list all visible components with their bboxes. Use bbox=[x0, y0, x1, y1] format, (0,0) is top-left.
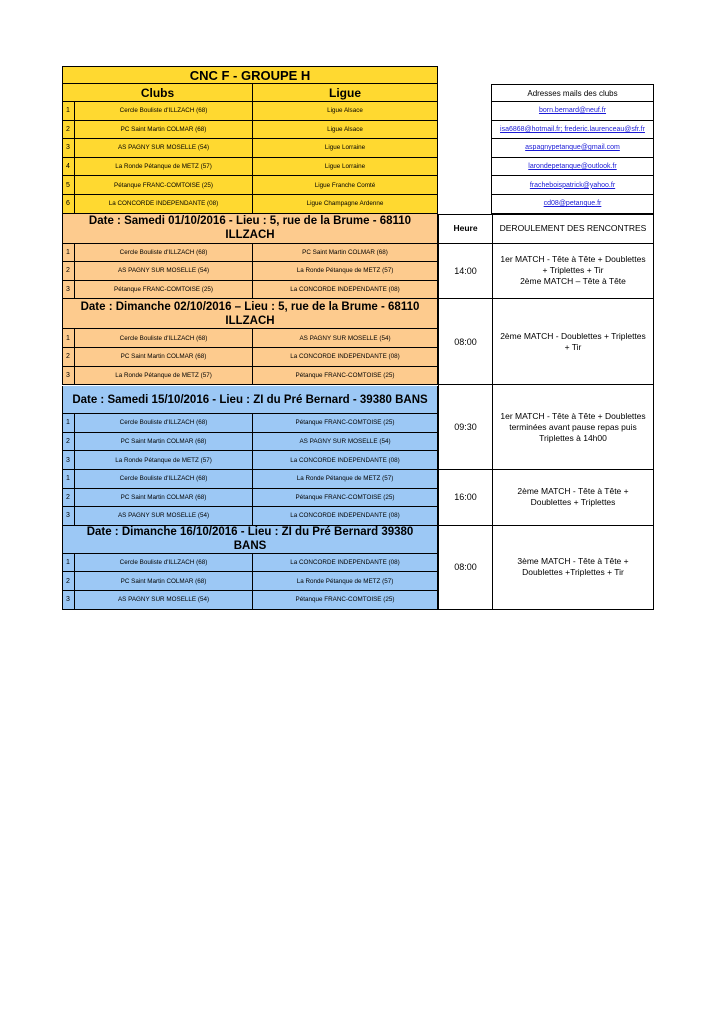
match-number: 1 bbox=[62, 329, 75, 348]
team-ligue: Ligue Alsace bbox=[253, 121, 438, 140]
clubs-column-header: Clubs bbox=[62, 84, 253, 102]
session-time: 16:00 bbox=[438, 470, 493, 526]
session-program: 1er MATCH - Tête à Tête + Doublettes terminées avant pause repas puis Triplettes à 14h00 bbox=[493, 385, 654, 470]
team-club: Cercle Bouliste d'ILLZACH (68) bbox=[75, 102, 253, 121]
club-email-link[interactable]: cd08@petanque.fr bbox=[491, 195, 654, 214]
match-team-a: La Ronde Pétanque de METZ (57) bbox=[75, 451, 253, 470]
match-team-b: Pétanque FRANC-COMTOISE (25) bbox=[253, 489, 438, 508]
session-time: 09:30 bbox=[438, 385, 493, 470]
match-team-a: PC Saint Martin COLMAR (68) bbox=[75, 572, 253, 591]
session-program: 3ème MATCH - Tête à Tête + Doublettes +Triplettes + Tir bbox=[493, 526, 654, 610]
match-team-a: Pétanque FRANC-COMTOISE (25) bbox=[75, 281, 253, 300]
match-team-b: AS PAGNY SUR MOSELLE (54) bbox=[253, 433, 438, 452]
team-number: 3 bbox=[62, 139, 75, 158]
team-club: La Ronde Pétanque de METZ (57) bbox=[75, 158, 253, 177]
club-email-link[interactable]: born.bernard@neuf.fr bbox=[491, 102, 654, 121]
date-header: Date : Samedi 01/10/2016 - Lieu : 5, rue de la Brume - 68110 ILLZACH bbox=[62, 214, 438, 244]
match-team-b: La CONCORDE INDEPENDANTE (08) bbox=[253, 348, 438, 367]
team-number: 6 bbox=[62, 195, 75, 214]
session-program: 2ème MATCH - Doublettes + Triplettes + Tir bbox=[493, 299, 654, 385]
match-team-b: AS PAGNY SUR MOSELLE (54) bbox=[253, 329, 438, 348]
team-ligue: Ligue Lorraine bbox=[253, 139, 438, 158]
team-club: PC Saint Martin COLMAR (68) bbox=[75, 121, 253, 140]
team-club: AS PAGNY SUR MOSELLE (54) bbox=[75, 139, 253, 158]
session-time: 08:00 bbox=[438, 526, 493, 610]
match-team-b: La CONCORDE INDEPENDANTE (08) bbox=[253, 451, 438, 470]
match-number: 1 bbox=[62, 414, 75, 433]
page-title: CNC F - GROUPE H bbox=[62, 66, 438, 84]
team-ligue: Ligue Alsace bbox=[253, 102, 438, 121]
match-team-b: La CONCORDE INDEPENDANTE (08) bbox=[253, 281, 438, 300]
deroulement-header: DEROULEMENT DES RENCONTRES bbox=[493, 214, 654, 244]
match-team-b: Pétanque FRANC-COMTOISE (25) bbox=[253, 414, 438, 433]
heure-header: Heure bbox=[438, 214, 493, 244]
match-number: 2 bbox=[62, 572, 75, 591]
match-number: 3 bbox=[62, 281, 75, 300]
session-time: 08:00 bbox=[438, 299, 493, 385]
match-number: 2 bbox=[62, 489, 75, 508]
match-number: 3 bbox=[62, 507, 75, 526]
match-team-a: AS PAGNY SUR MOSELLE (54) bbox=[75, 591, 253, 610]
match-team-b: La Ronde Pétanque de METZ (57) bbox=[253, 572, 438, 591]
match-team-b: La CONCORDE INDEPENDANTE (08) bbox=[253, 554, 438, 573]
ligue-column-header: Ligue bbox=[253, 84, 438, 102]
session-time: 14:00 bbox=[438, 244, 493, 300]
match-team-b: La Ronde Pétanque de METZ (57) bbox=[253, 470, 438, 489]
team-number: 5 bbox=[62, 176, 75, 195]
match-team-b: Pétanque FRANC-COMTOISE (25) bbox=[253, 367, 438, 386]
date-header: Date : Samedi 15/10/2016 - Lieu : ZI du Pré Bernard - 39380 BANS bbox=[62, 386, 438, 414]
team-ligue: Ligue Champagne Ardenne bbox=[253, 195, 438, 214]
match-team-a: PC Saint Martin COLMAR (68) bbox=[75, 433, 253, 452]
mails-header: Adresses mails des clubs bbox=[491, 84, 654, 102]
match-team-a: Cercle Bouliste d'ILLZACH (68) bbox=[75, 414, 253, 433]
match-team-a: PC Saint Martin COLMAR (68) bbox=[75, 489, 253, 508]
match-team-a: AS PAGNY SUR MOSELLE (54) bbox=[75, 507, 253, 526]
divider bbox=[438, 214, 654, 215]
match-number: 1 bbox=[62, 470, 75, 489]
match-team-a: Cercle Bouliste d'ILLZACH (68) bbox=[75, 244, 253, 263]
team-number: 4 bbox=[62, 158, 75, 177]
team-number: 2 bbox=[62, 121, 75, 140]
club-email-link[interactable]: larondepetanque@outlook.fr bbox=[491, 158, 654, 177]
match-team-a: AS PAGNY SUR MOSELLE (54) bbox=[75, 262, 253, 281]
club-email-link[interactable]: isa6868@hotmail.fr; frederic.laurenceau@sfr.fr bbox=[491, 121, 654, 140]
team-club: Pétanque FRANC-COMTOISE (25) bbox=[75, 176, 253, 195]
date-header: Date : Dimanche 02/10/2016 – Lieu : 5, rue de la Brume - 68110 ILLZACH bbox=[62, 299, 438, 329]
match-team-a: La Ronde Pétanque de METZ (57) bbox=[75, 367, 253, 386]
match-team-a: Cercle Bouliste d'ILLZACH (68) bbox=[75, 329, 253, 348]
date-header: Date : Dimanche 16/10/2016 - Lieu : ZI du Pré Bernard 39380 BANS bbox=[62, 526, 438, 554]
match-team-b: Pétanque FRANC-COMTOISE (25) bbox=[253, 591, 438, 610]
team-ligue: Ligue Lorraine bbox=[253, 158, 438, 177]
match-team-a: PC Saint Martin COLMAR (68) bbox=[75, 348, 253, 367]
session-program: 2ème MATCH - Tête à Tête + Doublettes + Triplettes bbox=[493, 470, 654, 526]
team-number: 1 bbox=[62, 102, 75, 121]
match-number: 1 bbox=[62, 554, 75, 573]
match-team-b: La CONCORDE INDEPENDANTE (08) bbox=[253, 507, 438, 526]
match-number: 3 bbox=[62, 451, 75, 470]
club-email-link[interactable]: fracheboispatrick@yahoo.fr bbox=[491, 176, 654, 195]
club-email-link[interactable]: aspagnypetanque@gmail.com bbox=[491, 139, 654, 158]
team-ligue: Ligue Franche Comté bbox=[253, 176, 438, 195]
match-number: 2 bbox=[62, 262, 75, 281]
match-number: 3 bbox=[62, 367, 75, 386]
match-team-b: PC Saint Martin COLMAR (68) bbox=[253, 244, 438, 263]
match-team-a: Cercle Bouliste d'ILLZACH (68) bbox=[75, 554, 253, 573]
session-program: 1er MATCH - Tête à Tête + Doublettes + Triplettes + Tir 2ème MATCH – Tête à Tête bbox=[493, 244, 654, 300]
match-number: 1 bbox=[62, 244, 75, 263]
match-number: 3 bbox=[62, 591, 75, 610]
match-team-b: La Ronde Pétanque de METZ (57) bbox=[253, 262, 438, 281]
match-number: 2 bbox=[62, 348, 75, 367]
team-club: La CONCORDE INDEPENDANTE (08) bbox=[75, 195, 253, 214]
match-number: 2 bbox=[62, 433, 75, 452]
match-team-a: Cercle Bouliste d'ILLZACH (68) bbox=[75, 470, 253, 489]
